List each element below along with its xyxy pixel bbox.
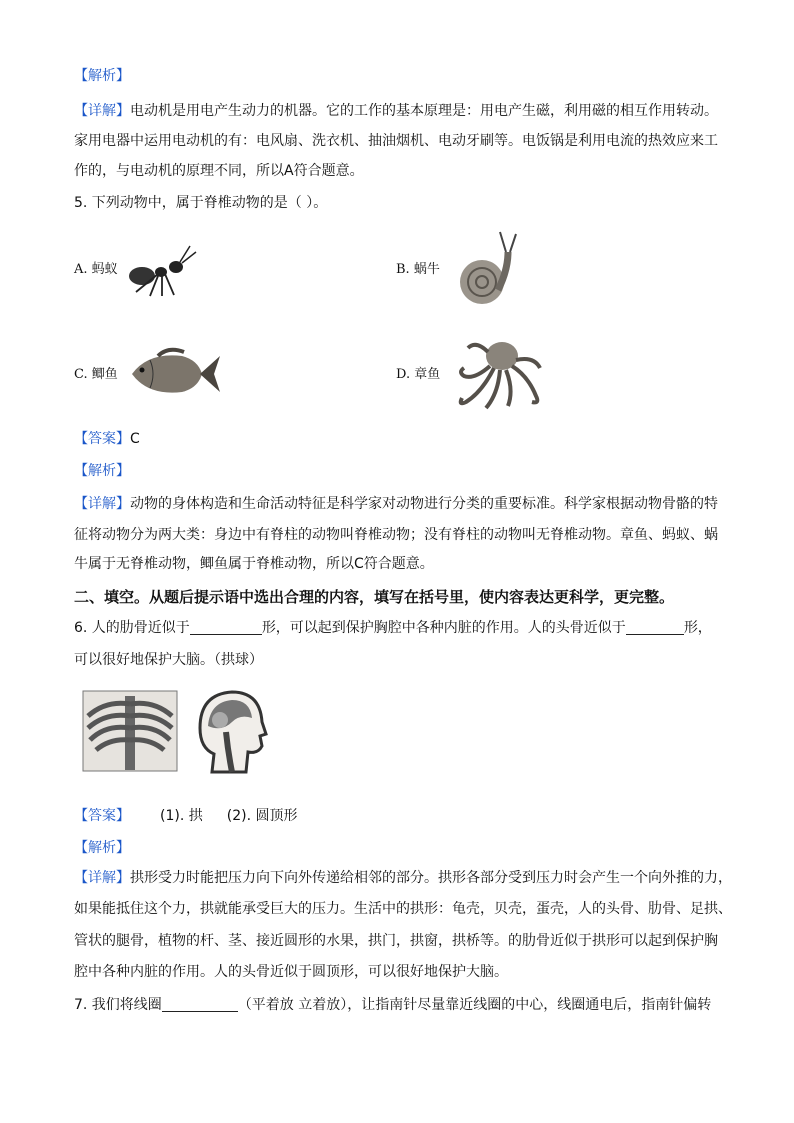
q6-detail-line-4: 腔中各种内脏的作用。人的头骨近似于圆顶形，可以很好地保护大脑。	[74, 964, 508, 980]
q6-detail-line-1: 【详解】拱形受力时能把压力向下向外传递给相邻的部分。拱形各部分受到压力时会产生一个向外推的力，	[74, 870, 732, 886]
q5-analysis-tag: 【解析】	[74, 463, 130, 479]
q4-analysis-tag: 【解析】	[74, 68, 130, 84]
ribcage-image	[82, 690, 178, 772]
q5-answer-tag: 【答案】	[74, 431, 130, 447]
q5-answer: 【答案】C	[74, 431, 140, 447]
q5-option-a: A. 蚂蚁	[74, 262, 118, 277]
q5-detail-line-1: 【详解】动物的身体构造和生命活动特征是科学家对动物进行分类的重要标准。科学家根据动物骨骼的特	[74, 496, 718, 512]
q6-stem-line-2: 可以很好地保护大脑。（拱球）	[74, 652, 263, 668]
q5-detail-tag: 【详解】	[74, 496, 130, 512]
q5-detail-line-2: 征将动物分为两大类：身边中有脊柱的动物叫脊椎动物；没有脊柱的动物叫无脊椎动物。章鱼、蚂蚁、蜗	[74, 527, 718, 543]
skull-image	[192, 688, 268, 774]
q5-option-c: C. 鲫鱼	[74, 367, 118, 382]
q6-analysis-tag: 【解析】	[74, 840, 130, 856]
q4-detail-line-1: 【详解】电动机是用电产生动力的机器。它的工作的基本原理是：用电产生磁，利用磁的相互作用转动。	[74, 103, 718, 119]
q6-blank-1[interactable]	[190, 620, 262, 635]
octopus-image	[456, 336, 544, 412]
q6-detail-line-3: 管状的腿骨，植物的杆、茎、接近圆形的水果，拱门，拱窗，拱桥等。的肋骨近似于拱形可以起到保护胸	[74, 933, 718, 949]
q5-detail-line-3: 牛属于无脊椎动物，鲫鱼属于脊椎动物，所以C符合题意。	[74, 556, 434, 572]
q6-detail-tag: 【详解】	[74, 870, 130, 886]
q7-blank-1[interactable]	[162, 997, 238, 1012]
q4-detail-tag: 【详解】	[74, 103, 130, 119]
ant-image	[128, 240, 198, 298]
q5-option-d: D. 章鱼	[396, 367, 441, 382]
q6-answer-tag: 【答案】	[74, 808, 130, 824]
q5-stem: 5. 下列动物中，属于脊椎动物的是（ ）。	[74, 195, 328, 211]
snail-image	[452, 230, 522, 306]
fish-image	[128, 346, 222, 400]
q7-stem: 7. 我们将线圈 （平着放 立着放），让指南针尽量靠近线圈的中心，线圈通电后，指南针偏转	[74, 997, 712, 1013]
q6-detail-line-2: 如果能抵住这个力，拱就能承受巨大的压力。生活中的拱形：龟壳，贝壳，蛋壳，人的头骨、肋骨、足拱、	[74, 901, 732, 917]
q6-answer: 【答案】 (1). 拱 (2). 圆顶形	[74, 808, 298, 824]
q4-detail-line-2: 家用电器中运用电动机的有：电风扇、洗衣机、抽油烟机、电动牙刷等。电饭锅是利用电流的热效应来工	[74, 133, 718, 149]
q4-detail-line-3: 作的，与电动机的原理不同，所以A符合题意。	[74, 163, 364, 179]
q5-option-b: B. 蜗牛	[396, 262, 440, 277]
section-2-heading: 二、填空。从题后提示语中选出合理的内容，填写在括号里，使内容表达更科学，更完整。	[74, 588, 675, 606]
q6-blank-2[interactable]	[626, 620, 684, 635]
q6-stem-line-1: 6. 人的肋骨近似于 形，可以起到保护胸腔中各种内脏的作用。人的头骨近似于 形，	[74, 620, 712, 636]
